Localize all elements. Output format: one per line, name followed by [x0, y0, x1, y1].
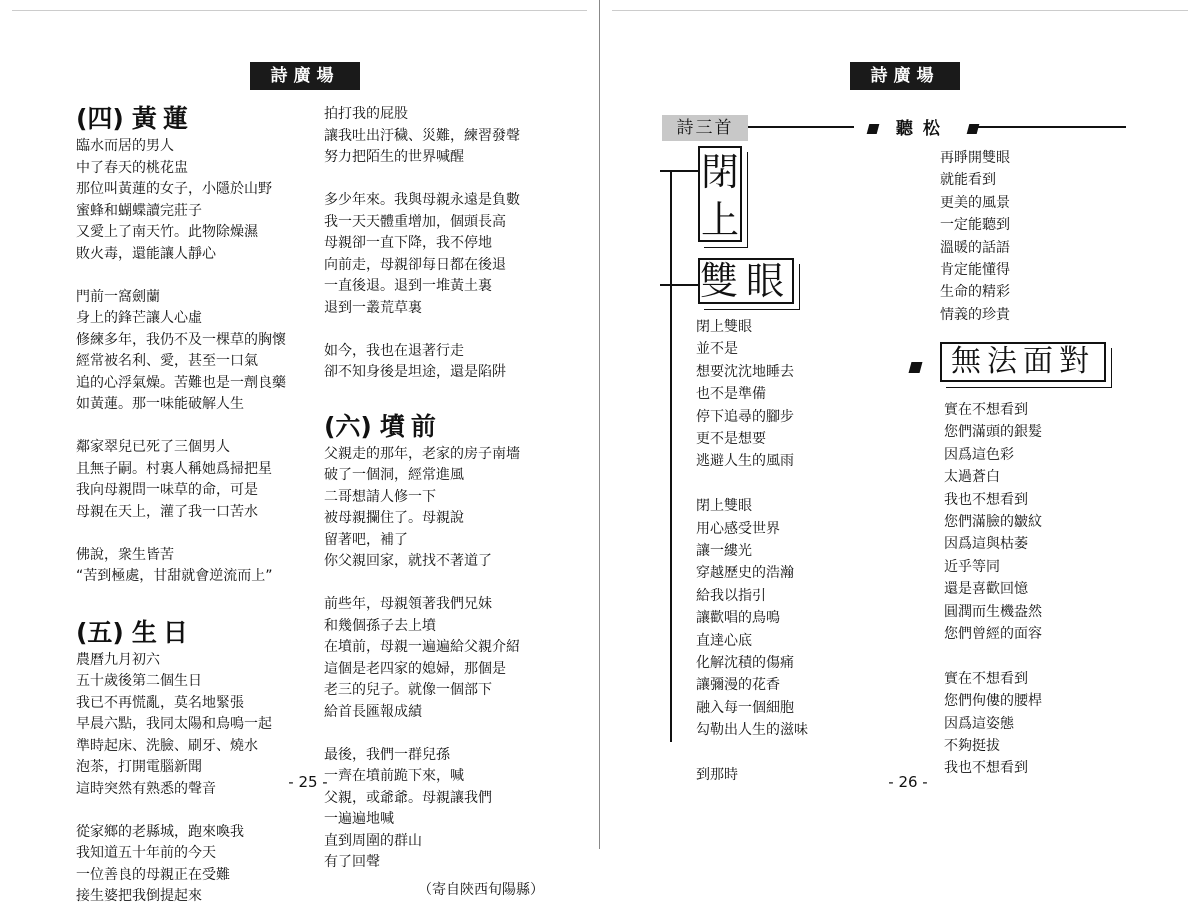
poem-line: 敗火毒，還能讓人靜心 [76, 245, 216, 262]
poem-line: 早晨六點，我同太陽和鳥鳴一起 [76, 716, 272, 732]
poem-line: 融入每一個細胞 [696, 699, 794, 716]
poem-line: 鄰家翠兒已死了三個男人 [76, 439, 230, 455]
poem-line: 準時起床、洗臉、刷牙、燒水 [76, 737, 258, 754]
poem-line: 修練多年，我仍不及一棵草的胸懷 [76, 331, 286, 348]
poem-line: 一定能聽到 [940, 217, 1010, 234]
stanza-gap [76, 523, 316, 545]
poem-line: 我已不再慌亂，莫名地緊張 [76, 694, 244, 711]
poem-line: 實在不想看到 [944, 670, 1028, 687]
poem-line: 停下追尋的腳步 [696, 408, 794, 425]
poem-line: 閉上雙眼 [696, 319, 752, 335]
stanza-gap [324, 169, 552, 191]
poem-line: 勾勒出人生的滋味 [696, 722, 808, 739]
right-column-1 [696, 316, 896, 787]
right-column-2 [940, 147, 1120, 326]
poem-line: 近乎等同 [944, 558, 1000, 575]
poem-line: 經常被名利、愛，甚至一口氣 [76, 353, 258, 369]
poem-line: 如今，我也在退著行走 [324, 342, 464, 359]
poem-line: 閉上雙眼 [696, 498, 752, 515]
page-frame [12, 10, 587, 11]
poem2-title-box: 無法面對 [940, 342, 1106, 382]
poem1-title-box-1 [698, 146, 742, 242]
poem-line: 肯定能懂得 [940, 262, 1010, 279]
poem-line: 情義的珍貴 [940, 306, 1010, 323]
poem-line: 給首長匯報成績 [324, 703, 422, 720]
poem-line: 因爲這姿態 [944, 715, 1014, 732]
title-connector-top [660, 170, 700, 172]
poem-line: 想要沈沈地睡去 [696, 363, 794, 380]
section-number: (四) [76, 104, 124, 133]
poem-vertical-rule [670, 170, 672, 742]
stanza-gap [944, 645, 1124, 667]
page-number-right: - 26 - [888, 773, 928, 791]
poem-line: 穿越歷史的浩瀚 [696, 565, 794, 582]
section-title-text: 墳前 [379, 411, 442, 441]
rule-right [978, 126, 1126, 128]
poem-line: 這個是老四家的媳婦，那個是 [324, 660, 506, 677]
poem-line: 給我以指引 [696, 587, 766, 604]
poem-line: 蜜蜂和蝴蝶讀完莊子 [76, 202, 202, 219]
poem-line: 向前走，母親卻每日都在後退 [324, 256, 506, 273]
poem-line: 您們滿臉的皺紋 [944, 514, 1042, 531]
poem-line: 我向母親問一味草的命，可是 [76, 482, 258, 498]
poem-line: 且無子嗣。村裏人稱她爲掃把星 [76, 460, 272, 477]
section-number: (五) [76, 617, 124, 647]
poem-line: 讓我吐出汙穢、災難，練習發聲 [324, 127, 520, 144]
section-title-text: 黃蓮 [131, 104, 194, 133]
poem-line: 又愛上了南天竹。此物除燥濕 [76, 224, 258, 240]
poem-line: 多少年來。我與母親永遠是負數 [324, 192, 520, 208]
title-char: 閉 [700, 150, 739, 194]
poem-line: 您們佝僂的腰桿 [944, 693, 1042, 710]
poem-line: 最後，我們一群兒孫 [324, 746, 450, 763]
rule-left [748, 126, 854, 128]
poem-line: 在墳前，母親一遍遍給父親介紹 [324, 639, 520, 655]
poem-line: 我也不想看到 [944, 760, 1028, 777]
poem-line: 就能看到 [940, 172, 996, 189]
poem-line: 並不是 [696, 341, 738, 358]
poem-line: 拍打我的屁股 [324, 106, 408, 122]
poem-line: “苦到極處，甘甜就會逆流而上” [76, 568, 273, 584]
poem-line: 我一天天體重增加，個頭長高 [324, 213, 506, 230]
poem-line: 母親在天上，灌了我一口苦水 [76, 503, 258, 520]
poem-line: 那位叫黃蓮的女子，小隱於山野 [76, 181, 272, 197]
stanza-gap [324, 573, 552, 595]
section-title [324, 412, 552, 442]
poem-line: 您們曾經的面容 [944, 626, 1042, 643]
poem-line: 二哥想請人修一下 [324, 488, 436, 505]
poem-line: 我也不想看到 [944, 491, 1028, 508]
poem-line: 留著吧，補了 [324, 531, 408, 548]
poem-line: 追的心浮氣燥。苦難也是一劑良藥 [76, 374, 286, 391]
poem-line: 泡茶，打開電腦新聞 [76, 759, 202, 775]
poem-line: 門前一窩劍蘭 [76, 288, 160, 305]
square-bullet-icon [867, 124, 880, 134]
right-column-3 [944, 399, 1124, 780]
poem-line: 破了一個洞，經常進風 [324, 467, 464, 483]
poem-line: 您們滿頭的銀髮 [944, 424, 1042, 441]
stanza-gap [324, 319, 552, 341]
poem-line: 讓彌漫的花香 [696, 677, 780, 694]
poem-line: 更不是想要 [696, 431, 766, 448]
left-column-2 [324, 104, 552, 901]
poem-line: 化解沈積的傷痛 [696, 655, 794, 672]
poem-line: 一位善良的母親正在受難 [76, 866, 230, 883]
signoff: （寄自陝西旬陽縣） [418, 881, 544, 898]
poem-line: 還是喜歡回憶 [944, 581, 1028, 598]
poem-line: 佛說，衆生皆苦 [76, 546, 174, 563]
poem-line: 接生婆把我倒提起來 [76, 888, 202, 904]
page-number-left: - 25 - [288, 773, 328, 791]
poem-line: 努力把陌生的世界喊醒 [324, 149, 464, 165]
header-badge-right: 詩廣場 [850, 62, 960, 90]
section-title [76, 104, 316, 134]
poem-line: 生命的精彩 [940, 284, 1010, 301]
left-page [0, 0, 600, 904]
header-badge-left: 詩廣場 [250, 62, 360, 90]
poem-line: 中了春天的桃花盅 [76, 159, 188, 176]
poem-line: 身上的鋒芒讓人心虛 [76, 310, 202, 326]
section-title-text: 生日 [131, 617, 194, 647]
poem-line: 母親卻一直下降，我不停地 [324, 235, 492, 251]
stanza-gap [696, 473, 896, 495]
poem-line: 卻不知身後是坦途，還是陷阱 [324, 364, 506, 380]
poem-line: 因爲這與枯萎 [944, 536, 1028, 553]
poem-line: 臨水而居的男人 [76, 138, 174, 154]
poem-line: 直到周圍的群山 [324, 832, 422, 849]
poem1-title-box-2: 雙眼 [700, 259, 793, 303]
stanza-gap [696, 742, 896, 764]
poem-line: 溫暖的話語 [940, 239, 1010, 256]
poem-line: 前些年，母親領著我們兄妹 [324, 596, 492, 612]
poem-line: 不夠挺拔 [944, 738, 1000, 755]
poem-line: 太過蒼白 [944, 469, 1000, 486]
stanza-gap [324, 723, 552, 745]
poem-line: 用心感受世界 [696, 520, 780, 537]
stanza-gap [76, 265, 316, 287]
section-title [76, 618, 316, 648]
poem-line: 到那時 [696, 767, 738, 784]
poem-line: 老三的兒子。就像一個部下 [324, 682, 492, 698]
poem-line: 一直後退。退到一堆黃土裏 [324, 278, 492, 294]
stanza-gap [76, 416, 316, 438]
poem-line: 退到一叢荒草裏 [324, 299, 422, 316]
poem-line: 我知道五十年前的今天 [76, 845, 216, 861]
poem-line: 更美的風景 [940, 194, 1010, 211]
poem-line: 因爲這色彩 [944, 446, 1014, 463]
poem-line: 直達心底 [696, 632, 752, 649]
author-name: 聽松 [866, 114, 980, 139]
poem-line: 一齊在墳前跪下來，喊 [324, 768, 464, 784]
title-connector-bottom [660, 284, 700, 286]
poem-line: 父親走的那年，老家的房子南墻 [324, 445, 520, 462]
section-gap [76, 588, 316, 618]
poems-tag: 詩三首 [662, 115, 748, 141]
page-frame [612, 10, 1188, 11]
section-number: (六) [324, 411, 372, 441]
poem-line: 你父親回家，就找不著道了 [324, 553, 492, 569]
poem-line: 讓歡唱的鳥鳴 [696, 610, 780, 627]
poem-line: 實在不想看到 [944, 402, 1028, 418]
poem-line: 農曆九月初六 [76, 651, 160, 668]
poem-line: 有了回聲 [324, 854, 380, 870]
section-gap [324, 384, 552, 412]
poem-line: 被母親攔住了。母親說 [324, 510, 464, 526]
poem-line: 父親，或爺爺。母親讓我們 [324, 789, 492, 806]
poem-line: 如黃蓮。那一味能破解人生 [76, 396, 244, 412]
poem-line: 逃避人生的風雨 [696, 453, 794, 470]
poem-line: 圓潤而生機盎然 [944, 603, 1042, 620]
poem-line: 讓一縷光 [696, 543, 752, 560]
poem-line: 再睜開雙眼 [940, 150, 1010, 166]
poem-line: 從家鄉的老縣城，跑來喚我 [76, 823, 244, 840]
stanza-gap [76, 800, 316, 822]
poem-line: 這時突然有熟悉的聲音 [76, 780, 216, 797]
poem-line: 五十歲後第二個生日 [76, 673, 202, 689]
poem-line: 一遍遍地喊 [324, 811, 394, 827]
poem-line: 和幾個孫子去上墳 [324, 617, 436, 634]
poem-line: 也不是準備 [696, 386, 766, 403]
title-char: 上 [700, 198, 739, 242]
